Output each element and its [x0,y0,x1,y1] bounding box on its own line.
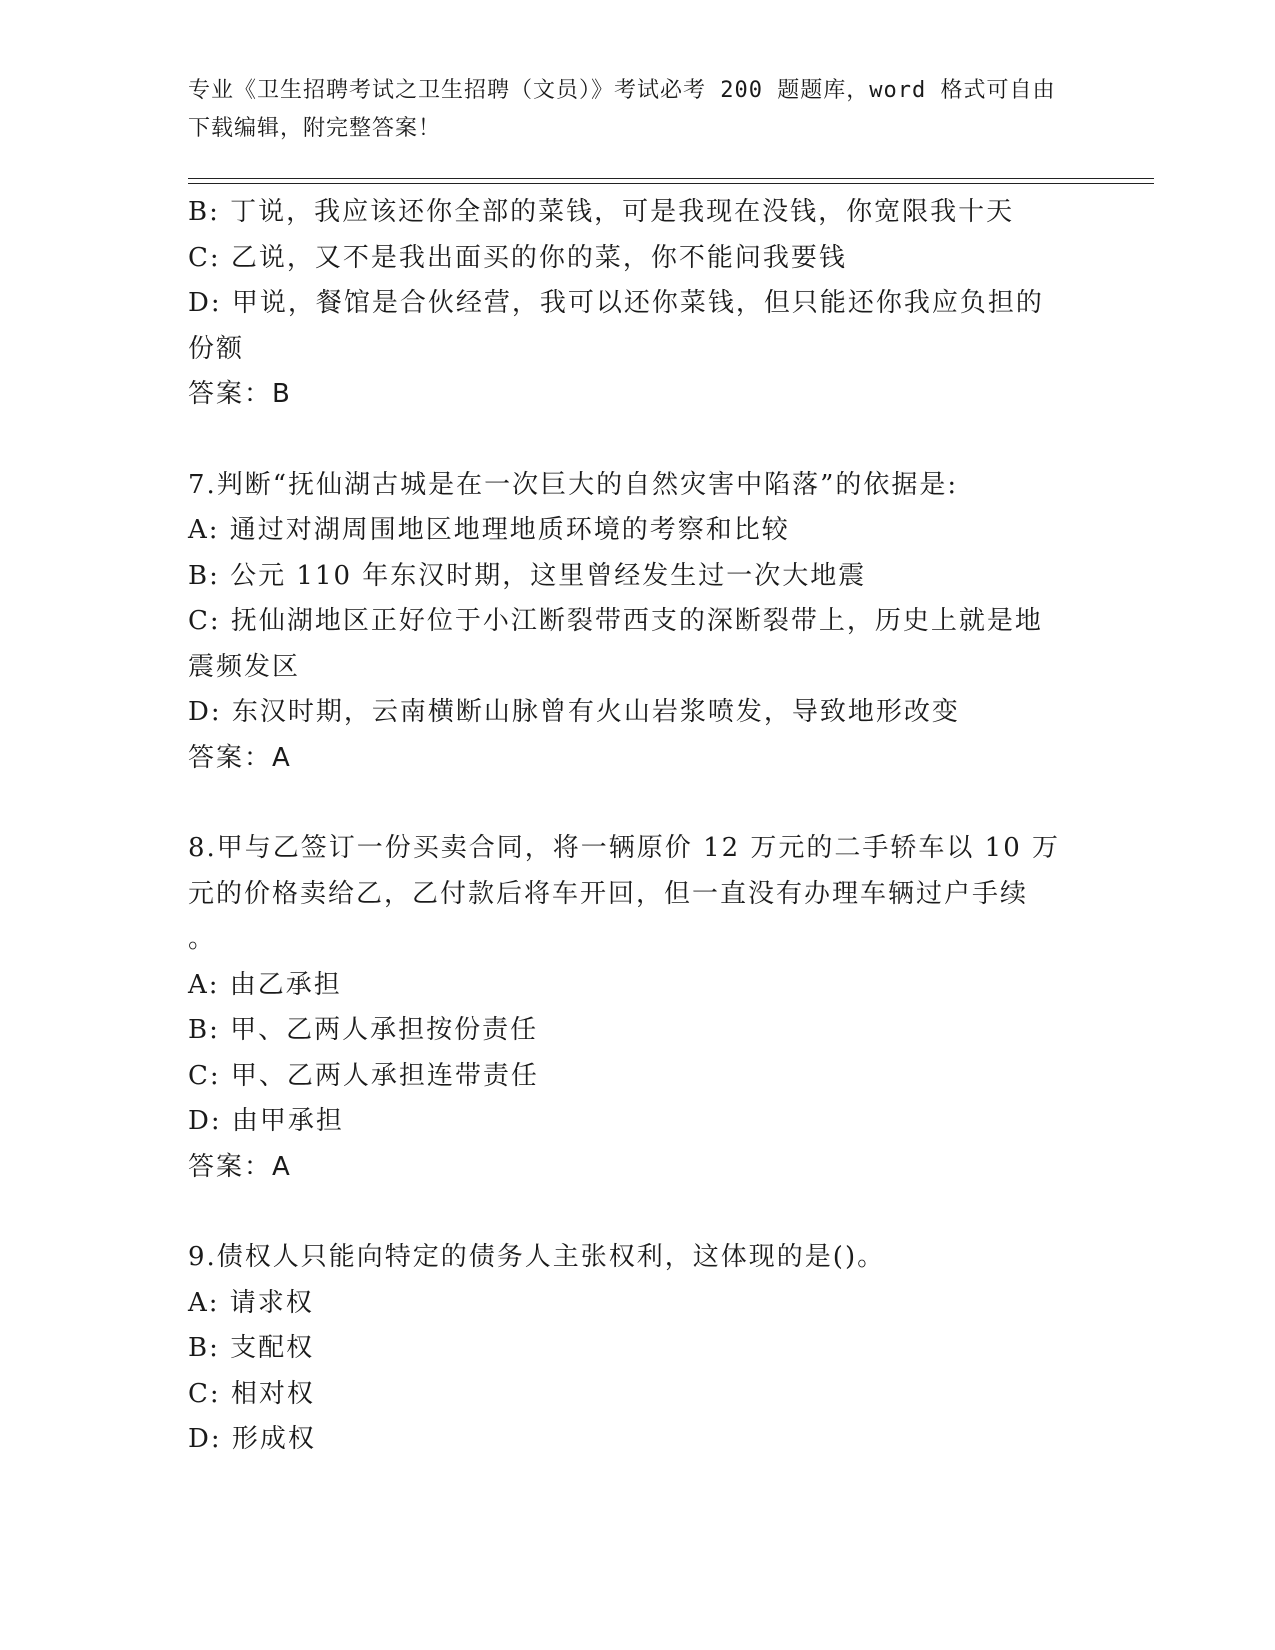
option-b: B: 支配权 [188,1333,315,1363]
option-c: C: 相对权 [188,1378,315,1409]
option-c: C: 抚仙湖地区正好位于小江断裂带西支的深断裂带上，历史上就是地 [188,606,1043,636]
question-6-tail [188,190,1088,418]
question-stem: 8.甲与乙签订一份买卖合同，将一辆原价 12 万元的二手轿车以 10 万 [188,833,1061,863]
answer: 答案：B [188,379,292,409]
option-a: A: 请求权 [188,1287,314,1318]
option-b: B: 丁说，我应该还你全部的菜钱，可是我现在没钱，你宽限我十天 [188,197,1015,227]
option-c: C: 乙说，又不是我出面买的你的菜，你不能问我要钱 [188,242,847,273]
question-stem: 9.债权人只能向特定的债务人主张权利，这体现的是()。 [188,1242,886,1272]
option-c-continued: 震频发区 [188,651,301,682]
answer: 答案：A [188,742,292,773]
option-a: A: 由乙承担 [188,969,342,1000]
document-body [188,190,1088,1463]
option-c: C: 甲、乙两人承担连带责任 [188,1060,539,1091]
header-rule-top [188,178,1154,179]
question-stem-continued: 元的价格卖给乙，乙付款后将车开回，但一直没有办理车辆过户手续 [188,878,1029,909]
option-d: D: 东汉时期，云南横断山脉曾有火山岩浆喷发，导致地形改变 [188,697,960,727]
question-8 [188,826,1088,1190]
header-rule-bottom [188,183,1154,184]
option-d: D: 由甲承担 [188,1106,344,1136]
option-d: D: 甲说，餐馆是合伙经营，我可以还你菜钱，但只能还你我应负担的 [188,288,1044,318]
answer: 答案：A [188,1151,292,1182]
question-9 [188,1235,1088,1463]
document-header [188,72,1068,148]
option-a: A: 通过对湖周围地区地理地质环境的考察和比较 [188,515,790,545]
question-stem-end: 。 [188,924,217,954]
question-7 [188,463,1088,782]
option-d: D: 形成权 [188,1424,316,1454]
question-stem: 7.判断“抚仙湖古城是在一次巨大的自然灾害中陷落”的依据是: [188,469,959,500]
option-b: B: 公元 110 年东汉时期，这里曾经发生过一次大地震 [188,560,867,591]
option-d-continued: 份额 [188,333,245,364]
header-title: 专业《卫生招聘考试之卫生招聘（文员）》考试必考 200 题题库，word 格式可自由下载编辑，附完整答案！ [188,78,1056,141]
option-b: B: 甲、乙两人承担按份责任 [188,1015,539,1045]
